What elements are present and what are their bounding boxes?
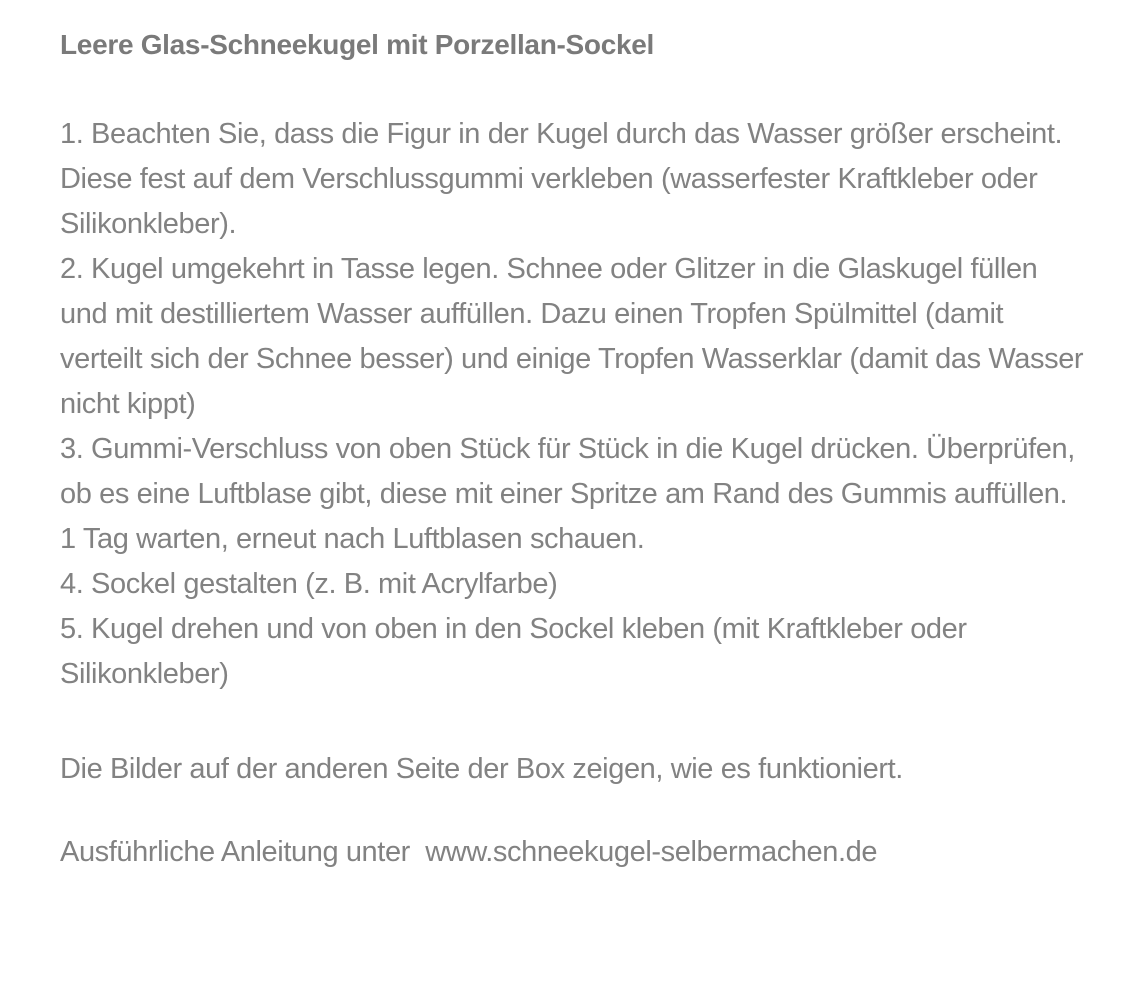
step-item-3: 3. Gummi-Verschluss von oben Stück für Stück in die Kugel drücken. Überprüfen, ob es eine Luftblase gibt, diese mit einer Spritze am Rand des Gummis auffüllen. 1 Tag warten, erneut nach Luftblasen schauen. (60, 433, 1075, 555)
detailed-instructions-website-line: Ausführliche Anleitung unter www.schneekugel-selbermachen.de (60, 836, 878, 868)
steps-list (60, 112, 1090, 697)
step-item-1: 1. Beachten Sie, dass die Figur in der Kugel durch das Wasser größer erscheint. Diese fest auf dem Verschlussgummi verkleben (wasserfester Kraftkleber oder Silikonkleber). (60, 118, 1063, 240)
box-pictures-note: Die Bilder auf der anderen Seite der Box zeigen, wie es funktioniert. (60, 753, 903, 785)
step-item-2: 2. Kugel umgekehrt in Tasse legen. Schnee oder Glitzer in die Glaskugel füllen und mit destilliertem Wasser auffüllen. Dazu einen Tropfen Spülmittel (damit verteilt sich der Schnee besser) und einige Tropfen Wasserklar (damit das Wasser nicht kippt) (60, 253, 1084, 420)
step-item-4: 4. Sockel gestalten (z. B. mit Acrylfarbe) (60, 568, 558, 600)
document-title: Leere Glas-Schneekugel mit Porzellan-Sockel (60, 29, 654, 60)
step-item-5: 5. Kugel drehen und von oben in den Sockel kleben (mit Kraftkleber oder Silikonkleber) (60, 613, 967, 690)
